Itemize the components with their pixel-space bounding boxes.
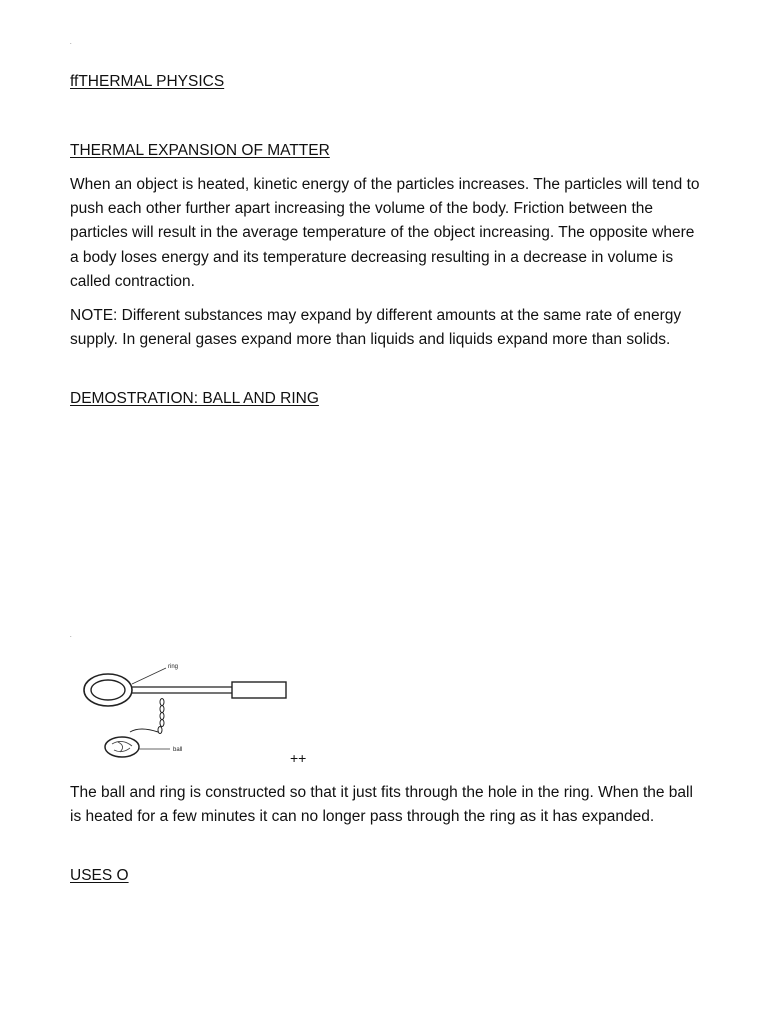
ball-label: ball — [173, 747, 183, 753]
page-mark: . — [70, 40, 72, 46]
plus-marks: ++ — [290, 750, 307, 766]
ball — [105, 737, 139, 757]
note-paragraph: NOTE: Different substances may expand by different amounts at the same rate of energy supply. In general gases expand more than liquids and liquids expand more than solids. — [70, 307, 682, 349]
section-heading-thermal-expansion: THERMAL EXPANSION OF MATTER — [70, 142, 330, 159]
ball-and-ring-figure — [70, 660, 290, 758]
ring-inner — [91, 680, 125, 700]
uses-heading: USES O — [70, 867, 129, 884]
ring-handle — [232, 682, 286, 698]
page-mark: . — [70, 633, 72, 639]
ring-label-line — [132, 668, 166, 684]
chain — [130, 699, 164, 734]
page-title: ffTHERMAL PHYSICS — [70, 73, 225, 90]
ball-ring-description: The ball and ring is constructed so that it just fits through the hole in the ring. When the ball is heated for a few minutes it can no longer pass through the ring as it has expanded. — [70, 784, 693, 826]
ring-label: ring — [168, 664, 179, 670]
demonstration-heading: DEMOSTRATION: BALL AND RING — [70, 390, 319, 407]
expansion-paragraph: When an object is heated, kinetic energy of the particles increases. The particles will tend to push each other further apart increasing the volume of the body. Friction between the particles will result in the average temperature of the object increasing. The opposite where a body loses energy and its temperature decreasing resulting in a decrease in volume is called contraction. — [70, 176, 700, 290]
ball-and-ring-diagram — [70, 660, 290, 758]
